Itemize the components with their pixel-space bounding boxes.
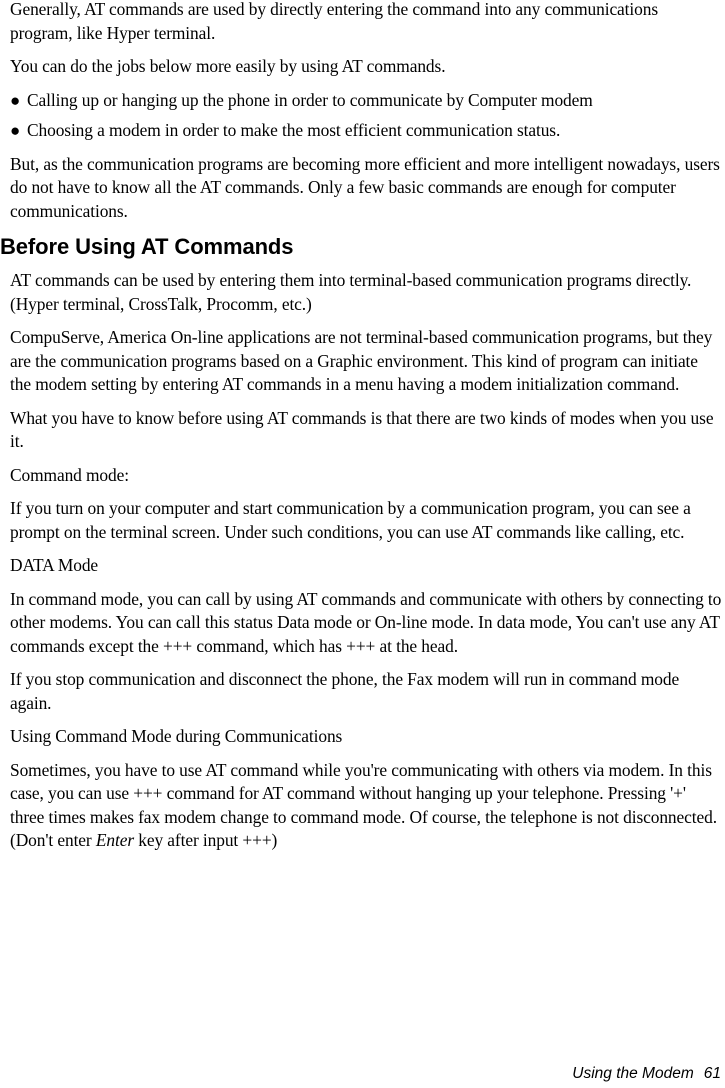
section-paragraph-2: CompuServe, America On-line applications are not terminal-based communication programs, but they are the communication programs based on a Graphic environment. This kind of program can initiate the modem setting by entering AT commands in a menu having a modem initialization command. — [10, 327, 713, 394]
section-paragraph-1: AT commands can be used by entering them into terminal-based communication programs directly. (Hyper terminal, CrossTalk, Procomm, etc.) — [10, 270, 692, 314]
bullet-icon: ● — [10, 121, 21, 140]
section-paragraph-3: What you have to know before using AT commands is that there are two kinds of modes when you use it. — [10, 407, 714, 451]
enter-key-emphasis: Enter — [95, 830, 134, 850]
using-text-end: key after input +++) — [134, 830, 278, 850]
intro-paragraph-1: Generally, AT commands are used by directly entering the command into any communications program, like Hyper terminal. — [10, 0, 659, 43]
bullet-text: Calling up or hanging up the phone in order to communicate by Computer modem — [27, 89, 593, 110]
using-command-mode-label: Using Command Mode during Communications — [10, 726, 343, 746]
using-command-mode-paragraph — [10, 759, 722, 853]
footer-title: Using the Modem — [572, 1065, 694, 1082]
bullet-item-1 — [10, 89, 722, 113]
intro-paragraph-2: You can do the jobs below more easily by using AT commands. — [10, 56, 446, 76]
page-number: 61 — [703, 1065, 721, 1082]
command-mode-label: Command mode: — [10, 464, 129, 485]
command-mode-paragraph: If you turn on your computer and start communication by a communication program, you can see a prompt on the terminal screen. Under such conditions, you can use AT commands like calling, etc. — [10, 498, 691, 542]
intro-paragraph-3: But, as the communication programs are becoming more efficient and more intelligent nowadays, users do not have to know all the AT commands. Only a few basic commands are enough for computer communications. — [10, 153, 720, 221]
data-mode-label: DATA Mode — [10, 555, 99, 575]
using-text-start: Sometimes, you have to use AT command while you're communicating with others via modem. In this case, you can use +++ command for AT command without hanging up your telephone. Pressing '+' three times makes fax modem change to command mode. Of course, the telephone is not disconnected. (Don't enter — [10, 759, 717, 850]
stop-communication-paragraph: If you stop communication and disconnect the phone, the Fax modem will run in command mode again. — [10, 669, 680, 713]
bullet-item-2 — [10, 119, 722, 143]
data-mode-paragraph: In command mode, you can call by using AT commands and communicate with others by connecting to other modems. You can call this status Data mode or On-line mode. In data mode, You can't use any AT commands except the +++ command, which has +++ at the head. — [10, 588, 722, 656]
page-footer — [572, 1064, 721, 1084]
bullet-icon: ● — [10, 90, 21, 110]
section-heading: Before Using AT Commands — [0, 234, 294, 259]
bullet-text: Choosing a modem in order to make the most efficient communication status. — [27, 120, 561, 140]
